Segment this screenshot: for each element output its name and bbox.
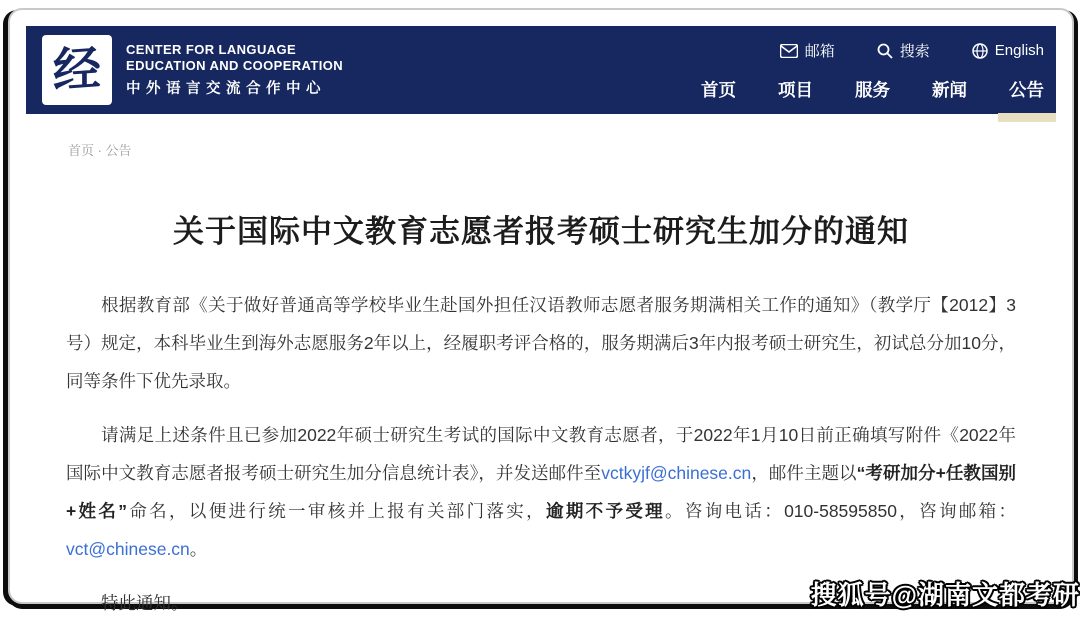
search-label: 搜索 (899, 43, 930, 60)
nav-item-announcements-label: 公告 (1009, 80, 1044, 100)
nav-item-home[interactable]: 首页 (701, 80, 736, 100)
logo-mark (42, 35, 112, 105)
language-switch[interactable] (972, 42, 1044, 59)
paragraph-1: 根据教育部《关于做好普通高等学校毕业生赴国外担任汉语教师志愿者服务期满相关工作的通知》（教学厅【2012】3号）规定，本科毕业生到海外志愿服务2年以上，经履职考评合格的，服务期满后3年内报考硕士研究生，初试总分加10分，同等条件下优先录取。 (66, 295, 1016, 391)
logo-en-line2: EDUCATION AND COOPERATION (126, 58, 344, 73)
nav-item-services[interactable]: 服务 (855, 80, 890, 100)
breadcrumb[interactable]: 首页 · 公告 (68, 143, 132, 158)
site-logo[interactable] (42, 35, 343, 105)
page-title: 关于国际中文教育志愿者报考硕士研究生加分的通知 (173, 214, 909, 249)
p2-text-3: 命名，以便进行统一审核并上报有关部门落实， (127, 501, 546, 521)
p2-text-2: ，邮件主题以 (751, 463, 857, 483)
nav-item-news[interactable]: 新闻 (932, 80, 967, 100)
nav-item-announcements[interactable] (1007, 73, 1046, 106)
logo-glyph-icon: 经 (53, 40, 101, 100)
paragraph-3: 特此通知。 (101, 593, 189, 613)
site-header (26, 26, 1056, 114)
email-link-vctkyjf[interactable]: vctkyjf@chinese.cn (601, 463, 752, 483)
logo-text (126, 42, 343, 98)
main-nav (699, 73, 1046, 106)
logo-cn-line: 中外语言交流合作中心 (126, 81, 326, 97)
p2-bold-subject: “考研加分+任教国别+姓名” (66, 463, 1017, 521)
p2-text-1: 请满足上述条件且已参加2022年硕士研究生考试的国际中文教育志愿者，于2022年1月10日前正确填写附件《2022年国际中文教育志愿者报考硕士研究生加分信息统计表》，并发送邮件至 (66, 425, 1016, 483)
globe-icon (972, 43, 988, 59)
active-tab-indicator (998, 113, 1056, 122)
mail-icon (780, 44, 798, 58)
p2-text-5: 。 (189, 539, 208, 559)
page-card (8, 8, 1074, 613)
nav-item-projects[interactable]: 项目 (778, 80, 813, 100)
p2-bold-deadline: 逾期不予受理 (545, 501, 666, 521)
mail-label: 邮箱 (804, 43, 835, 60)
search-icon (877, 43, 893, 59)
p2-text-4: 。咨询电话：010-58595850，咨询邮箱： (665, 501, 1016, 521)
language-label: English (994, 42, 1044, 59)
paragraph-2 (66, 416, 1016, 568)
mail-link[interactable] (780, 40, 835, 61)
search-button[interactable] (877, 40, 930, 61)
logo-en-line1: CENTER FOR LANGUAGE (126, 42, 297, 57)
sohu-watermark: 搜狐号@湖南文都考研 (810, 580, 1080, 610)
utility-row (780, 40, 1044, 61)
email-link-vct[interactable]: vct@chinese.cn (66, 539, 190, 559)
